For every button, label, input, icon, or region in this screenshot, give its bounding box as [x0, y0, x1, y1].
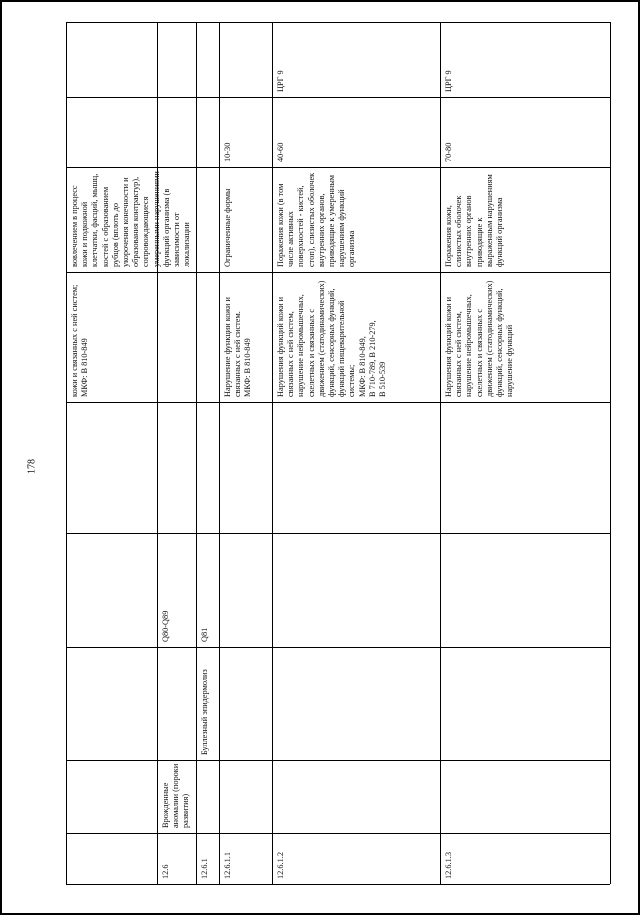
code-cell: 12.6: [161, 864, 170, 879]
table-column-border: [66, 167, 610, 168]
table-row-border: [219, 22, 220, 884]
table-row-border: [66, 22, 67, 884]
icd-cell: Q80-Q89: [161, 610, 170, 642]
page-frame-left: [0, 0, 2, 915]
function-type-cell: кожи и связанных с ней систем; МКФ: В 810-849: [70, 284, 90, 397]
note-cell: ЦРГ 9: [444, 70, 453, 92]
table-column-border: [66, 647, 610, 648]
percent-cell: 70-80: [444, 142, 453, 162]
table-column-border: [66, 22, 610, 23]
note-cell: ЦРГ 9: [276, 70, 285, 92]
table-column-border: [66, 884, 610, 885]
percent-cell: 40-60: [276, 142, 285, 162]
code-cell: 12.6.1.1: [223, 852, 232, 879]
table-row-border: [440, 22, 441, 884]
table-column-border: [66, 533, 610, 534]
code-cell: 12.6.1: [200, 858, 209, 879]
percent-cell: 10-30: [223, 142, 232, 162]
table-column-border: [66, 833, 610, 834]
table-row-border: [157, 22, 158, 884]
disease-cell: Буллезный эпидермолиз: [200, 669, 209, 755]
characteristics-cell: Ограниченные формы: [223, 188, 232, 267]
table-column-border: [66, 760, 610, 761]
page-number: 178: [26, 459, 38, 474]
class-cell: Врожденные аномалии (пороки развития): [161, 763, 191, 828]
code-cell: 12.6.1.2: [276, 852, 285, 879]
table-column-border: [66, 272, 610, 273]
table-column-border: [66, 402, 610, 403]
table-row-border: [196, 22, 197, 884]
table-column-border: [66, 97, 610, 98]
characteristics-cell: Поражения кожи (в том числе активных поверхностей - кистей, стоп), слизистых оболочек внутренних органов, приводящие к умеренным нарушениям функций организма: [276, 172, 357, 267]
table-row-border: [610, 22, 611, 884]
code-cell: 12.6.1.3: [444, 852, 453, 879]
function-type-cell: Нарушение функции кожи и связанных с ней систем. МКФ: В 810-849: [223, 297, 253, 397]
table-row-border: [272, 22, 273, 884]
function-type-cell: Нарушения функций кожи и связанных с ней систем, нарушение нейромышечных, скелетных и связанных с движением (статодинамических) функций, сенсорных функций, функций пищеварительной системы; МКФ: В 810-849, В 710-789, В 210-279, В 510-539: [276, 280, 388, 397]
characteristics-cell: Поражения кожи, слизистых оболочек внутренних органов приводящие к выраженным нарушениям функций организма: [444, 174, 505, 267]
characteristics-cell: вовлечением в процесс кожи и подкожной клетчатки, фасций, мышц, костей с образованием рубцов (вплоть до укорочения конечности и образования контрактур), сопровождающиеся умеренными нарушениями функций организма (в зависимости от локализации: [70, 171, 192, 267]
page-frame-top: [0, 0, 640, 2]
icd-cell: Q81: [200, 627, 209, 642]
function-type-cell: Нарушения функций кожи и связанных с ней систем, нарушение нейромышечных, скелетных и связанных с движением (статодинамических) функций, сенсорных функций, нарушение функций: [444, 280, 515, 397]
